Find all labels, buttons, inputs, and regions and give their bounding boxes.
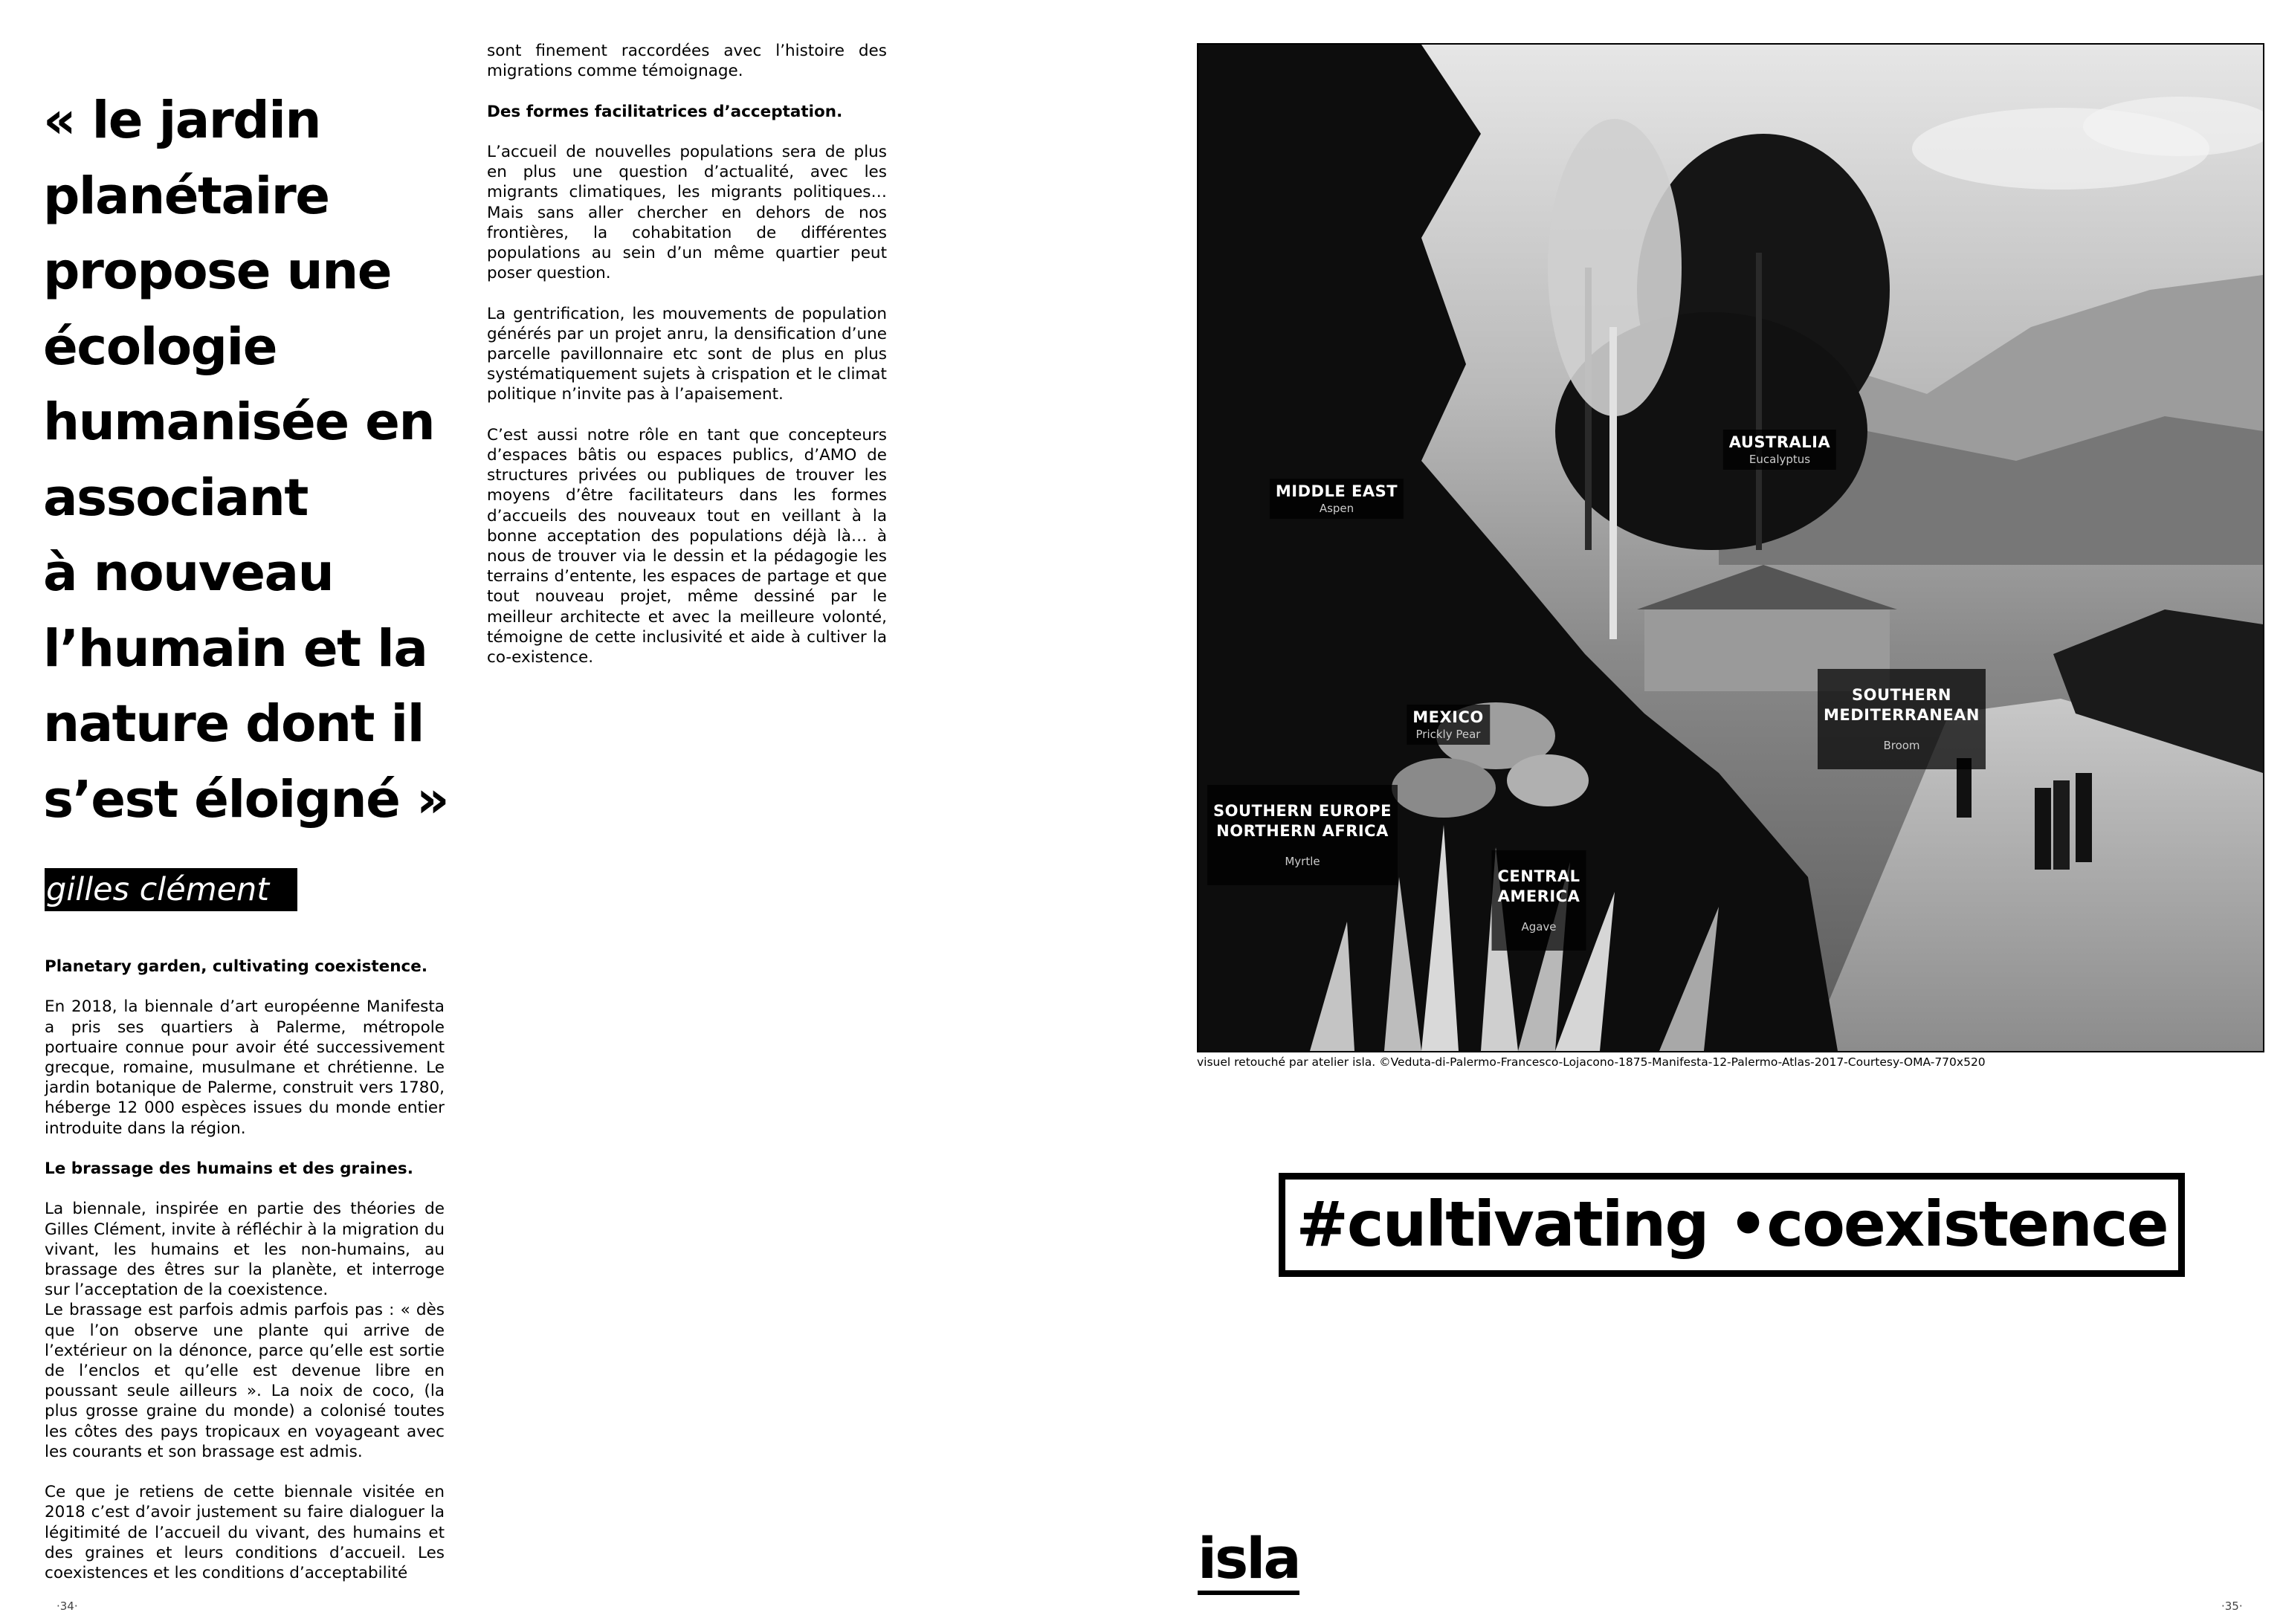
region-name: SOUTHERN EUROPE NORTHERN AFRICA	[1213, 802, 1392, 840]
map-label-mexico	[1407, 705, 1490, 745]
plant-name: Aspen	[1319, 502, 1354, 515]
isla-logo: isla	[1198, 1527, 1299, 1595]
section-heading: Des formes facilitatrices d’acceptation.	[487, 102, 843, 121]
paragraph: La gentrification, les mouvements de population générés par un projet anru, la densification d’une parcelle pavillonnaire etc sont de plus en plus systématiquement sujets à crispation et le climat politique n’invite pas à l’apaisement.	[487, 304, 887, 404]
plant-name: Myrtle	[1285, 855, 1320, 868]
plant-name: Eucalyptus	[1748, 453, 1811, 466]
page-number: ·34·	[56, 1599, 78, 1613]
quote-line: l’humain et la	[43, 618, 427, 679]
plant-name: Broom	[1883, 739, 1920, 752]
article-column-1	[45, 957, 445, 1583]
quote-line: propose une	[43, 242, 392, 301]
section-heading: Le brassage des humains et des graines.	[45, 1159, 413, 1178]
quote-line: écologie	[43, 317, 277, 377]
paragraph: Le brassage est parfois admis parfois pas : « dès que l’on observe une plante qui arrive de l’extérieur on la dénonce, parce qu’elle est sortie de l’enclos et qu’elle est devenue libre en poussant seule ailleurs ». La noix de coco, (la plus grosse graine du monde) a colonisé toutes les côtes des pays tropicaux en voyageant avec les courants et son brassage est admis.	[45, 1301, 445, 1461]
hashtag-banner: #cultivating •coexistence	[1279, 1173, 2185, 1277]
article-column-2	[487, 41, 887, 667]
region-name: MEXICO	[1412, 708, 1484, 726]
paragraph: La biennale, inspirée en partie des théories de Gilles Clément, invite à réfléchir à la migration du vivant, les humains et les non-humains, au brassage des êtres sur la planète, et interroge sur l’acceptation de la coexistence.	[45, 1200, 445, 1300]
paragraph: En 2018, la biennale d’art européenne Manifesta a pris ses quartiers à Palerme, métropole portuaire connue pour avoir été successivement grecque, romaine, musulmane et chrétienne. Le jardin botanique de Palerme, construit vers 1780, héberge 12 000 espèces issues du monde entier introduite dans la région.	[45, 997, 445, 1138]
pull-quote	[43, 83, 459, 838]
paragraph: L’accueil de nouvelles populations sera de plus en plus une question d’actualité, avec les migrants climatiques, les migrants politiques… Mais sans aller chercher en dehors de nos frontières, la cohabitation de différentes populations au sein d’un même quartier peut poser question.	[487, 142, 887, 283]
region-name: CENTRAL AMERICA	[1497, 867, 1580, 905]
map-label-central-america	[1492, 850, 1586, 951]
region-name: AUSTRALIA	[1728, 433, 1831, 451]
quote-line: s’est éloigné »	[43, 769, 449, 829]
quote-line: planétaire	[43, 166, 329, 226]
region-name: MIDDLE EAST	[1275, 482, 1398, 500]
paragraph: C’est aussi notre rôle en tant que concepteurs d’espaces bâtis ou espaces publics, d’AMO de structures privées ou publiques de trouver les moyens d’être facilitateurs dans les formes d’accueils des nouveaux tout en veillant à la bonne acceptation des populations déjà là… à nous de trouver via le dessin et la pédagogie les terrains d’entente, les espaces de partage et que tout nouveau projet, même dessiné par le meilleur architecte et avec la meilleure volonté, témoigne de cette inclusivité et aide à cultiver la co-existence.	[487, 425, 887, 667]
quote-line: humanisée en	[43, 392, 435, 452]
paragraph: sont finement raccordées avec l’histoire des migrations comme témoignage.	[487, 42, 887, 81]
landscape-photo	[1197, 43, 2264, 1052]
map-label-southern-europe-northern-africa	[1207, 785, 1398, 885]
plant-name: Prickly Pear	[1415, 728, 1481, 741]
quote-line: « le jardin	[43, 91, 320, 150]
photo-caption: visuel retouché par atelier isla. ©Veduta-di-Palermo-Francesco-Lojacono-1875-Manifesta-12-Palermo-Atlas-2017-Courtesy-OMA-770x520	[1197, 1055, 1986, 1069]
quote-line: associant	[43, 468, 308, 528]
map-label-australia	[1723, 430, 1836, 470]
section-heading: Planetary garden, cultivating coexistence.	[45, 957, 428, 976]
map-label-southern-mediterranean	[1818, 669, 1986, 769]
quote-line: à nouveau	[43, 543, 334, 603]
page-number: ·35·	[2221, 1599, 2243, 1613]
map-label-middle-east	[1270, 479, 1404, 519]
quote-line: nature dont il	[43, 694, 424, 754]
plant-name: Agave	[1521, 920, 1557, 934]
quote-author: gilles clément	[45, 868, 297, 911]
region-name: SOUTHERN MEDITERRANEAN	[1824, 686, 1980, 724]
paragraph: Ce que je retiens de cette biennale visitée en 2018 c’est d’avoir justement su faire dialoguer la légitimité de l’accueil du vivant, des humains et des graines et leurs conditions d’accueil. Les coexistences et les conditions d’acceptabilité	[45, 1483, 445, 1583]
photo-illustration	[1198, 45, 2263, 1051]
